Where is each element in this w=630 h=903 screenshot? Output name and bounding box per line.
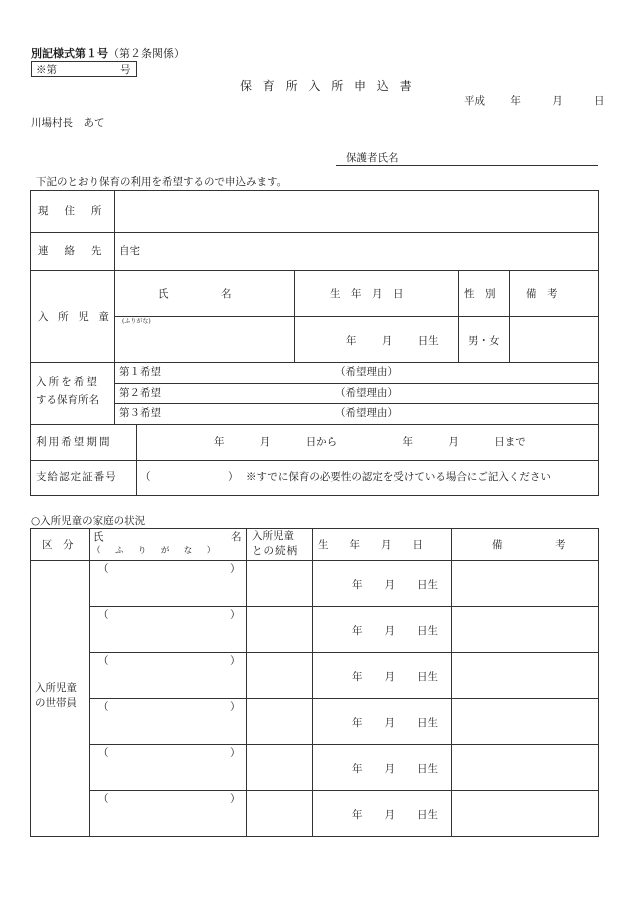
wish-1-reason[interactable]: （希望理由） — [335, 366, 398, 378]
application-form — [30, 190, 599, 496]
cert-open: （ — [140, 471, 151, 483]
col-name-2: 名 — [231, 531, 242, 543]
family-row-dob[interactable]: 年 月 日生 — [352, 625, 438, 637]
contact-label: 連 絡 先 — [38, 245, 108, 257]
cert-close: ） — [228, 471, 239, 483]
wish-3-label: 第３希望 — [119, 407, 161, 419]
guardian-name-line[interactable] — [336, 152, 598, 166]
col-relation-1: 入所児童 — [252, 530, 294, 542]
facility-label-2: する保育所名 — [36, 394, 99, 406]
dob-header: 生 年 月 日 — [330, 288, 404, 300]
col-dob: 生 年 月 日 — [318, 539, 423, 551]
name-header: 氏 名 — [158, 288, 232, 300]
child-dob[interactable]: 年 月 日生 — [346, 335, 439, 347]
family-section-title: ○入所児童の家庭の状況 — [31, 515, 146, 527]
col-relation-2: との続柄 — [252, 545, 299, 557]
form-title: 保育所入所申込書 — [240, 79, 423, 93]
intro-text: 下記のとおり保育の利用を希望するので申込みます。 — [36, 176, 288, 188]
family-row[interactable]: （ ） — [98, 609, 241, 621]
wish-1-label: 第１希望 — [119, 366, 161, 378]
address-field[interactable] — [116, 192, 596, 230]
household-label-1: 入所児童 — [35, 682, 77, 694]
col-name-1: 氏 — [93, 531, 104, 543]
form-id: 別記様式第１号（第２条関係） — [31, 47, 185, 60]
household-label-2: の世帯員 — [35, 697, 77, 709]
date-line: 平成 年 月 日 — [464, 95, 605, 107]
wish-2-label: 第２希望 — [119, 387, 161, 399]
family-row-dob[interactable]: 年 月 日生 — [352, 579, 438, 591]
family-row[interactable]: （ ） — [98, 793, 241, 805]
col-furigana: （ ふ り が な ） — [92, 546, 219, 556]
col-kubun: 区 分 — [42, 539, 74, 551]
period-range[interactable]: 年 月 日から 年 月 日まで — [214, 436, 526, 448]
contact-value[interactable]: 自宅 — [119, 245, 140, 257]
family-row[interactable]: （ ） — [98, 701, 241, 713]
child-remarks-field[interactable] — [511, 318, 597, 360]
period-label: 利用希望期間 — [36, 436, 112, 448]
address-label: 現 住 所 — [38, 205, 108, 217]
number-box — [31, 61, 137, 77]
family-table — [30, 528, 599, 837]
family-row-dob[interactable]: 年 月 日生 — [352, 671, 438, 683]
number-suffix: 号 — [120, 64, 131, 76]
remarks-header: 備 考 — [526, 288, 558, 300]
family-row[interactable]: （ ） — [98, 747, 241, 759]
child-name-field[interactable] — [116, 326, 292, 360]
family-row-dob[interactable]: 年 月 日生 — [352, 763, 438, 775]
wish-2-reason[interactable]: （希望理由） — [335, 387, 398, 399]
family-row-dob[interactable]: 年 月 日生 — [352, 717, 438, 729]
addressee: 川場村長 あて — [31, 117, 105, 129]
facility-label-1: 入所を希望 — [36, 376, 99, 388]
child-label: 入 所 児 童 — [38, 311, 113, 323]
family-row[interactable]: （ ） — [98, 655, 241, 667]
cert-label: 支給認定証番号 — [36, 471, 117, 483]
guardian-name-label: 保護者氏名 — [346, 152, 399, 164]
col-remarks: 備 考 — [492, 539, 566, 551]
family-row-dob[interactable]: 年 月 日生 — [352, 809, 438, 821]
wish-3-reason[interactable]: （希望理由） — [335, 407, 398, 419]
child-sex[interactable]: 男・女 — [468, 335, 500, 347]
sex-header: 性 別 — [464, 288, 496, 300]
cert-note: ※すでに保育の必要性の認定を受けている場合にご記入ください — [246, 471, 551, 483]
number-prefix: ※第 — [36, 64, 57, 76]
family-row[interactable]: （ ） — [98, 563, 241, 575]
furigana-label: (ふりがな) — [122, 318, 151, 325]
